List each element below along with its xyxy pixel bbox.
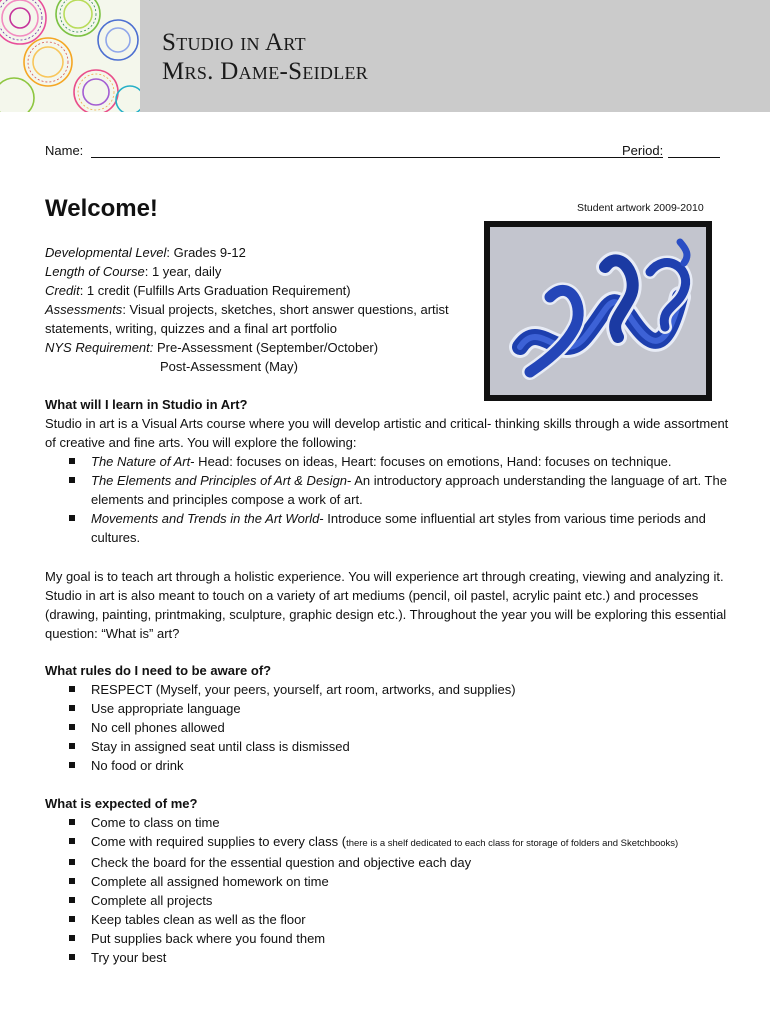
goal-text: My goal is to teach art through a holistic experience. You will experience art through creating, viewing and analyzing it. Studio in art is also meant to touch on a variety of art mediums (pencil, oil pastel, acrylic paint etc.) and processes (drawing, painting, printmaking, sculpture, graphic design etc.). Throughout the year you will be exploring this essential question: “What is” art?	[45, 569, 727, 641]
goal-paragraph	[45, 567, 735, 643]
name-label: Name:	[45, 143, 84, 158]
supplies-note: there is a shelf dedicated to each class for storage of folders and Sketchbooks)	[346, 838, 679, 849]
expectations-list	[45, 813, 735, 967]
name-field[interactable]	[91, 157, 663, 158]
rules-section	[45, 661, 735, 775]
list-item: RESPECT (Myself, your peers, yourself, art room, artworks, and supplies)	[45, 680, 735, 699]
page-title	[162, 28, 368, 86]
assessments-value: : Visual projects, sketches, short answer questions, artist statements, writing, quizzes and a final art portfolio	[45, 302, 449, 336]
name-period-line	[45, 143, 725, 163]
spirograph-decoration	[0, 0, 140, 112]
credit-value: : 1 credit (Fulfills Arts Graduation Requirement)	[79, 283, 351, 298]
developmental-value: : Grades 9-12	[166, 245, 246, 260]
list-item: Try your best	[45, 948, 735, 967]
learn-heading: What will I learn in Studio in Art?	[45, 397, 248, 412]
course-title: Studio in Art	[162, 29, 306, 56]
list-item: Come to class on time	[45, 813, 735, 832]
list-item	[45, 471, 735, 509]
list-item-text: - An introductory approach understanding the language of art. The elements and principles compose a work of art.	[91, 473, 727, 507]
nys-label: NYS Requirement:	[45, 340, 154, 355]
length-value: : 1 year, daily	[144, 264, 222, 279]
credit-label: Credit	[45, 283, 80, 298]
list-item: Complete all projects	[45, 891, 735, 910]
list-item	[45, 832, 735, 853]
header-banner	[0, 0, 770, 112]
list-item: No cell phones allowed	[45, 718, 735, 737]
course-info	[45, 243, 475, 376]
list-item: Stay in assigned seat until class is dismissed	[45, 737, 735, 756]
learn-section	[45, 395, 735, 547]
nys-value-2: Post-Assessment (May)	[160, 359, 298, 374]
list-item: Complete all assigned homework on time	[45, 872, 735, 891]
list-item-text: - Head: focuses on ideas, Heart: focuses on emotions, Hand: focuses on technique.	[190, 454, 672, 469]
artwork-caption: Student artwork 2009-2010	[577, 202, 704, 214]
expectations-heading: What is expected of me?	[45, 796, 198, 811]
student-artwork-image	[484, 221, 712, 401]
assessments-label: Assessments	[45, 302, 123, 317]
list-item: Check the board for the essential question and objective each day	[45, 853, 735, 872]
period-label: Period:	[622, 143, 664, 158]
expectations-section	[45, 794, 735, 967]
list-item: Use appropriate language	[45, 699, 735, 718]
period-field[interactable]	[668, 157, 720, 158]
list-item: Keep tables clean as well as the floor	[45, 910, 735, 929]
nys-value: Pre-Assessment (September/October)	[153, 340, 379, 355]
rules-list	[45, 680, 735, 775]
list-item-text: Come with required supplies to every class (	[91, 834, 347, 849]
list-item	[45, 509, 735, 547]
list-item-term: Movements and Trends in the Art World	[91, 511, 320, 526]
list-item: No food or drink	[45, 756, 735, 775]
list-item-term: The Elements and Principles of Art & Design	[91, 473, 348, 488]
list-item: Put supplies back where you found them	[45, 929, 735, 948]
list-item-term: The Nature of Art	[91, 454, 191, 469]
developmental-label: Developmental Level	[45, 245, 167, 260]
learn-list	[45, 452, 735, 547]
rules-heading: What rules do I need to be aware of?	[45, 663, 272, 678]
teacher-name: Mrs. Dame-Seidler	[162, 58, 369, 85]
welcome-heading: Welcome!	[45, 195, 158, 222]
list-item-text: - Introduce some influential art styles from various time periods and cultures.	[91, 511, 706, 545]
length-label: Length of Course	[45, 264, 145, 279]
learn-intro: Studio in art is a Visual Arts course where you will develop artistic and critical- thinking skills through a wide assortment of creative and fine arts. You will explore the following:	[45, 416, 729, 450]
list-item	[45, 452, 735, 471]
